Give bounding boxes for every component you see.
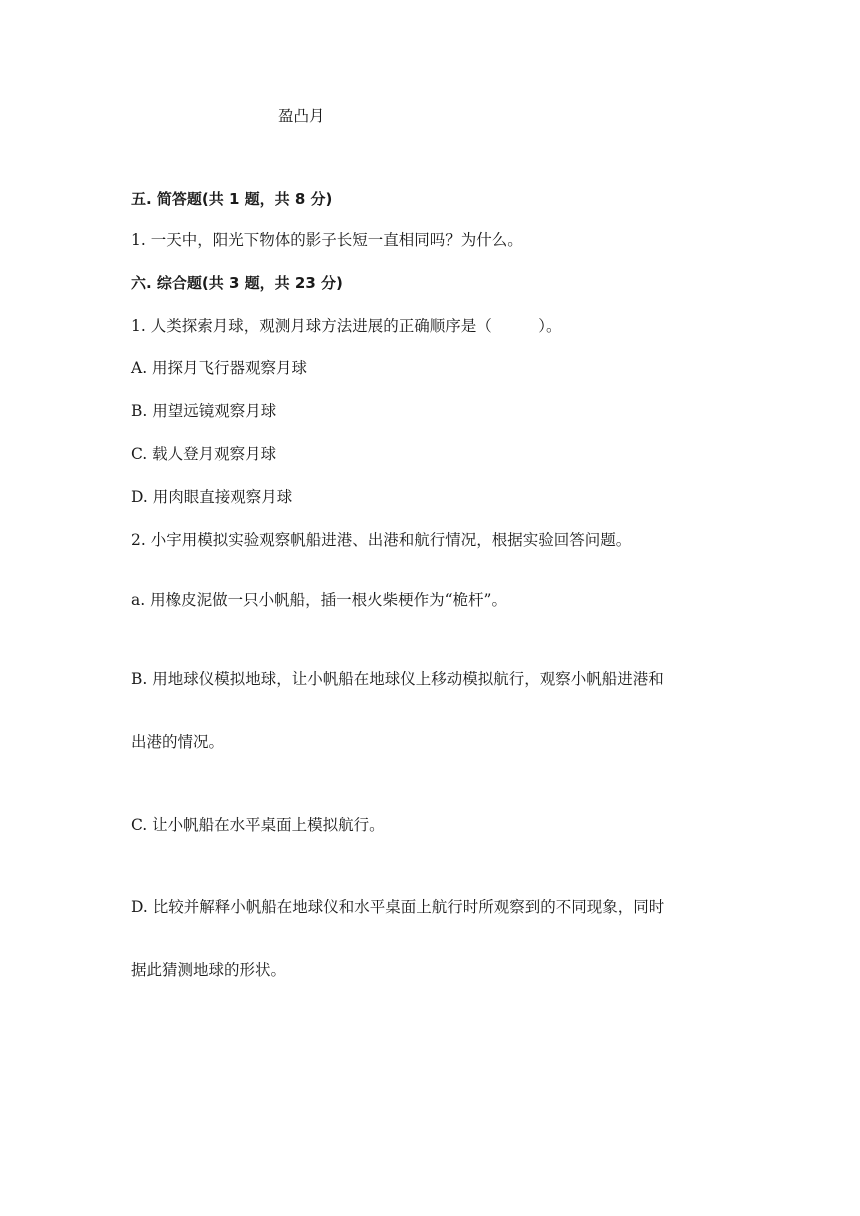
option-b: B. 用望远镜观察月球 <box>131 402 277 420</box>
option-d: D. 用肉眼直接观察月球 <box>131 488 293 506</box>
section-6-question-1-stem: 1. 人类探索月球，观测月球方法进展的正确顺序是（ ）。 <box>131 317 562 335</box>
experiment-step-d-line-1: D. 比较并解释小帆船在地球仪和水平桌面上航行时所观察到的不同现象，同时 <box>131 898 665 916</box>
experiment-step-a: a. 用橡皮泥做一只小帆船，插一根火柴梗作为“桅杆”。 <box>131 591 507 609</box>
section-6-question-2-stem: 2. 小宇用模拟实验观察帆船进港、出港和航行情况，根据实验回答问题。 <box>131 531 632 549</box>
experiment-step-d-line-2: 据此猜测地球的形状。 <box>131 961 287 979</box>
section-5-heading: 五. 简答题(共 1 题，共 8 分) <box>131 190 333 208</box>
section-5-question-1: 1. 一天中，阳光下物体的影子长短一直相同吗？为什么。 <box>131 231 523 249</box>
experiment-step-b-line-1: B. 用地球仪模拟地球，让小帆船在地球仪上移动模拟航行，观察小帆船进港和 <box>131 670 664 688</box>
moon-phase-label: 盈凸月 <box>278 107 325 125</box>
option-c: C. 载人登月观察月球 <box>131 445 277 463</box>
experiment-step-b-line-2: 出港的情况。 <box>131 733 225 751</box>
section-6-heading: 六. 综合题(共 3 题，共 23 分) <box>131 274 343 292</box>
experiment-step-c: C. 让小帆船在水平桌面上模拟航行。 <box>131 816 385 834</box>
option-a: A. 用探月飞行器观察月球 <box>131 359 308 377</box>
